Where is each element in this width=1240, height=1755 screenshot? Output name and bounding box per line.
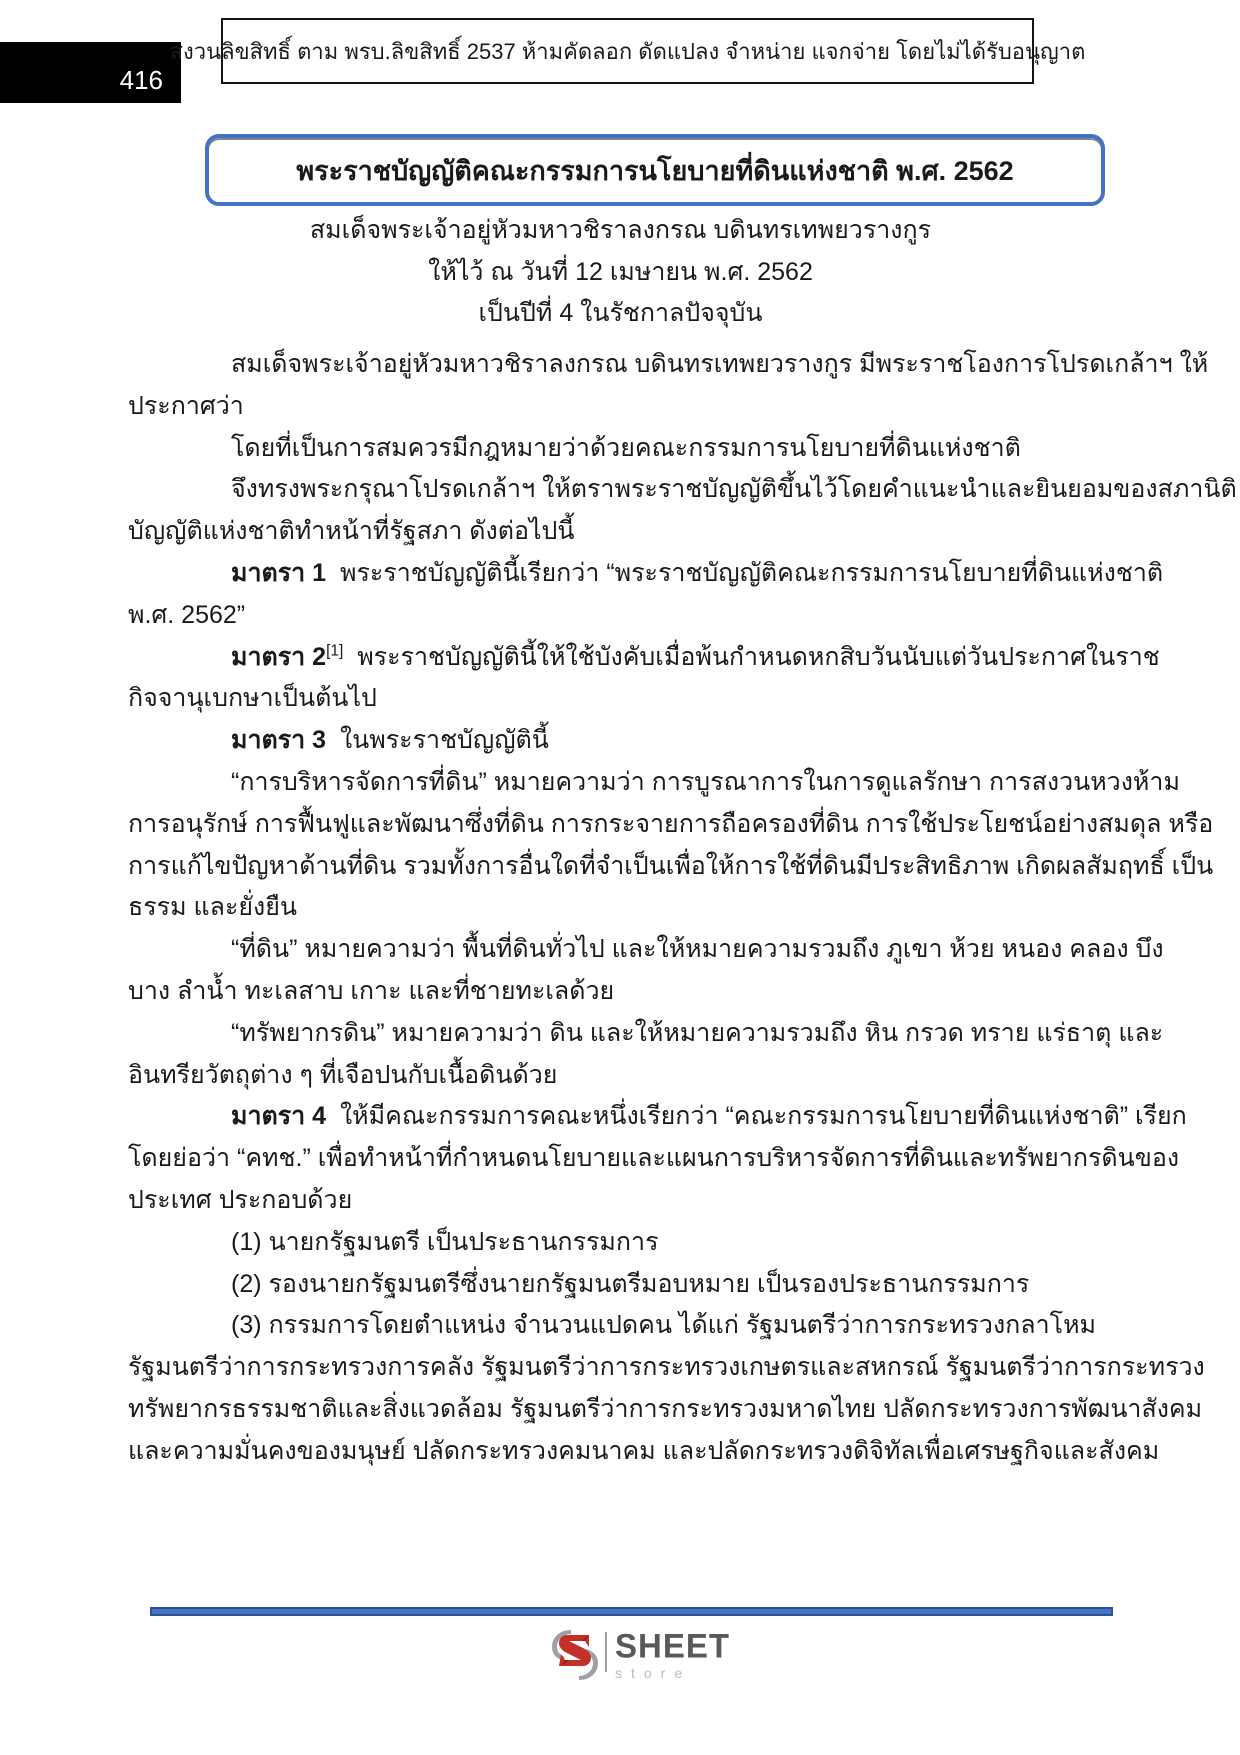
body-line — [128, 678, 1128, 720]
body-line — [128, 1389, 1203, 1431]
body-line-text: สมเด็จพระเจ้าอยู่หัวมหาวชิราลงกรณ บดินทรเทพยวรางกูร มีพระราชโองการโปรดเกล้าฯ ให้ — [231, 350, 1209, 378]
act-title: พระราชบัญญัติคณะกรรมการนโยบายที่ดินแห่งชาติ พ.ศ. 2562 — [296, 155, 1014, 186]
section-label: มาตรา 1 — [231, 558, 327, 587]
body-line-text: รัฐมนตรีว่าการกระทรวงการคลัง รัฐมนตรีว่าการกระทรวงเกษตรและสหกรณ์ รัฐมนตรีว่าการกระทรวง — [128, 1353, 1205, 1382]
body-line — [128, 1138, 1180, 1180]
body-line — [128, 1305, 1128, 1347]
body-line — [128, 762, 1180, 804]
brand-subname: store — [615, 1665, 692, 1681]
body-line-text: โดยย่อว่า “คทช.” เพื่อทำหน้าที่กำหนดนโยบายและแผนการบริหารจัดการที่ดินและทรัพยากรดินของ — [128, 1144, 1180, 1173]
body-line — [128, 1180, 1128, 1222]
body-text — [128, 344, 1237, 1473]
page-number-box — [0, 42, 181, 103]
brand-logo — [551, 1626, 731, 1683]
preamble-line: ให้ไว้ ณ วันที่ 12 เมษายน พ.ศ. 2562 — [428, 257, 813, 286]
body-line — [128, 971, 1128, 1013]
bottom-rule — [150, 1607, 1113, 1616]
sheet-store-s-icon — [551, 1629, 599, 1681]
body-line — [128, 553, 1164, 595]
body-line-text: ในพระราชบัญญัตินี้ — [326, 726, 549, 755]
body-line — [128, 344, 1209, 386]
body-line — [128, 428, 1128, 470]
body-line — [128, 1055, 1128, 1097]
body-line-text: การแก้ไขปัญหาด้านที่ดิน รวมทั้งการอื่นใดที่จำเป็นเพื่อให้การใช้ที่ดินมีประสิทธิภาพ เกิดผลสัมฤทธิ์ เป็น — [128, 851, 1214, 880]
brand-name: SHEET — [615, 1626, 731, 1665]
body-line — [128, 1264, 1128, 1306]
body-line-text: ธรรม และยั่งยืน — [128, 893, 297, 922]
copyright-box — [169, 18, 1086, 84]
brand-divider — [605, 1632, 607, 1672]
body-line — [128, 887, 1128, 929]
body-line-text: บาง ลำน้ำ ทะเลสาบ เกาะ และที่ชายทะเลด้วย — [128, 976, 615, 1005]
body-line — [128, 720, 1128, 762]
body-line-text: อินทรียวัตถุต่าง ๆ ที่เจือปนกับเนื้อดินด้วย — [128, 1060, 558, 1089]
body-line-text: “ทรัพยากรดิน” หมายความว่า ดิน และให้หมายความรวมถึง หิน กรวด ทราย แร่ธาตุ และ — [231, 1018, 1164, 1047]
footnote-mark: [1] — [326, 642, 344, 660]
body-line — [128, 804, 1214, 846]
body-line-text: ประกาศว่า — [128, 391, 244, 420]
body-line-text: และความมั่นคงของมนุษย์ ปลัดกระทรวงคมนาคม และปลัดกระทรวงดิจิทัลเพื่อเศรษฐกิจและสังคม — [128, 1436, 1160, 1465]
page-number: 416 — [119, 65, 163, 95]
section-label: มาตรา 4 — [231, 1102, 327, 1131]
body-line — [128, 637, 1160, 679]
body-line-text: จึงทรงพระกรุณาโปรดเกล้าฯ ให้ตราพระราชบัญญัติขึ้นไว้โดยคำแนะนำและยินยอมของสภานิติ — [231, 475, 1237, 504]
body-line-text: ให้มีคณะกรรมการคณะหนึ่งเรียกว่า “คณะกรรมการนโยบายที่ดินแห่งชาติ” เรียก — [326, 1102, 1187, 1131]
body-line — [128, 595, 1128, 637]
body-line-text: (1) นายกรัฐมนตรี เป็นประธานกรรมการ — [231, 1227, 659, 1256]
preamble-line: สมเด็จพระเจ้าอยู่หัวมหาวชิราลงกรณ บดินทรเทพยวรางกูร — [309, 216, 932, 244]
body-line — [128, 1431, 1160, 1473]
body-line-text: “การบริหารจัดการที่ดิน” หมายความว่า การบูรณาการในการดูแลรักษา การสงวนหวงห้าม — [231, 767, 1180, 796]
body-line-text: บัญญัติแห่งชาติทำหน้าที่รัฐสภา ดังต่อไปนี้ — [128, 517, 575, 546]
body-line — [128, 929, 1164, 971]
preamble-line: เป็นปีที่ 4 ในรัชกาลปัจจุบัน — [478, 299, 763, 327]
preamble — [128, 210, 1113, 335]
copyright-text: สงวนลิขสิทธิ์ ตาม พรบ.ลิขสิทธิ์ 2537 ห้ามคัดลอก ดัดแปลง จำหน่าย แจกจ่าย โดยไม่ได้รับอนุญาต — [169, 38, 1086, 64]
body-line-text: กิจจานุเบกษาเป็นต้นไป — [128, 684, 377, 713]
section-label: มาตรา 2 — [231, 642, 327, 671]
body-line-text: พระราชบัญญัตินี้ให้ใช้บังคับเมื่อพ้นกำหนดหกสิบวันนับแต่วันประกาศในราช — [343, 642, 1160, 671]
body-line-text: ประเทศ ประกอบด้วย — [128, 1185, 353, 1214]
body-line-text: พระราชบัญญัตินี้เรียกว่า “พระราชบัญญัติคณะกรรมการนโยบายที่ดินแห่งชาติ — [326, 558, 1164, 587]
body-line-text: การอนุรักษ์ การฟื้นฟูและพัฒนาซึ่งที่ดิน การกระจายการถือครองที่ดิน การใช้ประโยชน์อย่างสมดุล หรือ — [128, 809, 1214, 838]
body-line — [128, 1096, 1187, 1138]
body-line — [128, 1222, 1128, 1264]
body-line-text: โดยที่เป็นการสมควรมีกฎหมายว่าด้วยคณะกรรมการนโยบายที่ดินแห่งชาติ — [231, 433, 1021, 462]
body-line — [128, 1013, 1164, 1055]
body-line-text: พ.ศ. 2562” — [128, 600, 246, 629]
body-line — [128, 511, 1128, 553]
body-line-text: (2) รองนายกรัฐมนตรีซึ่งนายกรัฐมนตรีมอบหมาย เป็นรองประธานกรรมการ — [231, 1269, 1030, 1298]
body-line — [128, 386, 1128, 428]
body-line — [128, 1347, 1205, 1389]
body-line-text: “ที่ดิน” หมายความว่า พื้นที่ดินทั่วไป และให้หมายความรวมถึง ภูเขา ห้วย หนอง คลอง บึง — [231, 935, 1164, 964]
body-line-text: ทรัพยากรธรรมชาติและสิ่งแวดล้อม รัฐมนตรีว่าการกระทรวงมหาดไทย ปลัดกระทรวงการพัฒนาสังคม — [128, 1394, 1203, 1423]
section-label: มาตรา 3 — [231, 726, 327, 755]
body-line — [128, 846, 1214, 888]
body-line — [128, 469, 1237, 511]
act-title-box — [205, 134, 1105, 206]
body-line-text: (3) กรรมการโดยตำแหน่ง จำนวนแปดคน ได้แก่ รัฐมนตรีว่าการกระทรวงกลาโหม — [231, 1311, 1097, 1340]
